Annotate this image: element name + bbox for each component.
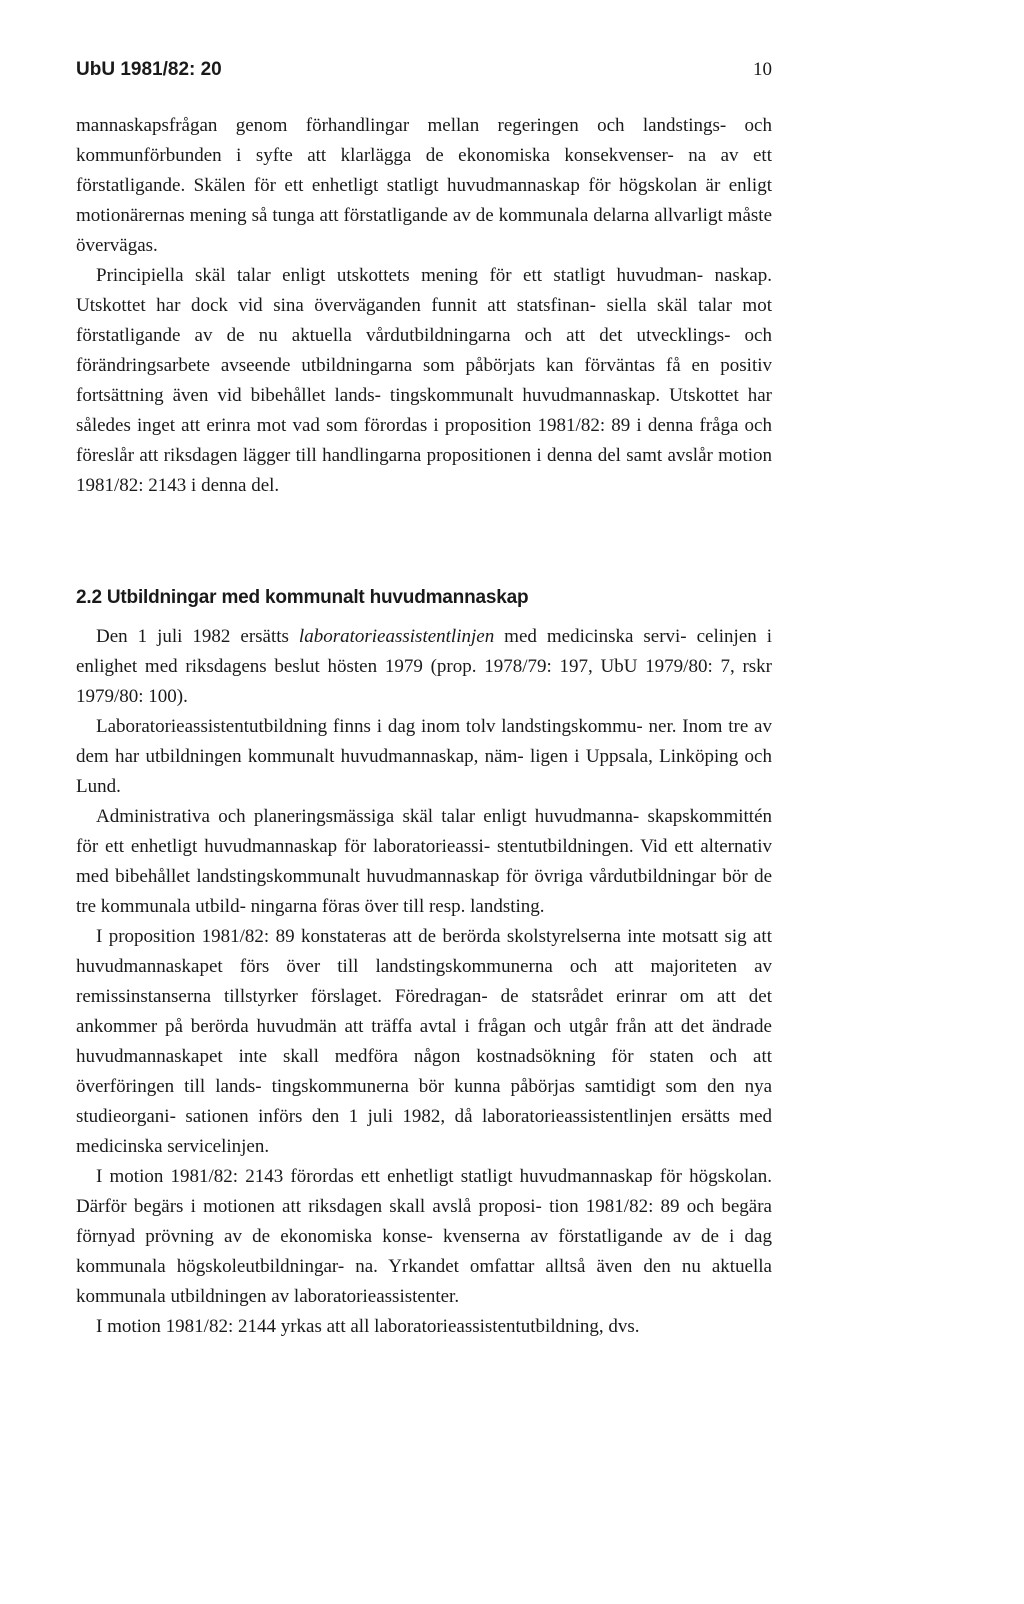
- paragraph: I motion 1981/82: 2143 förordas ett enhetligt statligt huvudmannaskap för högskolan. Därför begärs i motionen att riksdagen skall avslå proposi- tion 1981/82: 89 och begära förnyad prövning av de ekonomiska konse- kvenserna av förstatligande av de i dag kommunala högskoleutbildningar- na. Yrkandet omfattar alltså även den nu aktuella kommunala utbildningen av laboratorieassistenter.: [76, 1166, 772, 1307]
- paragraph-text: Den 1 juli 1982 ersätts: [96, 626, 299, 647]
- section-heading: 2.2 Utbildningar med kommunalt huvudmannaskap: [76, 587, 529, 608]
- paragraph-text: med medicinska servi- celinjen i enlighet med riksdagens beslut hösten 1979 (prop. 1978/79: 197, UbU 1979/80: 7, rskr 1979/80: 100).: [76, 626, 773, 707]
- emphasized-term: laboratorieassistentlinjen: [298, 626, 495, 647]
- page-number: 10: [753, 59, 772, 80]
- paragraph: Administrativa och planeringsmässiga skäl talar enligt huvudmanna- skapskommittén för ett enhetligt huvudmannaskap för laboratorieassi- stentutbildningen. Vid ett alternativ med bibehållet landstingskommunalt huvudmannaskap för övriga vårdutbildningar bör de tre kommunala utbild- ningarna föras över till resp. landsting.: [76, 806, 772, 917]
- paragraph: mannaskapsfrågan genom förhandlingar mellan regeringen och landstings- och kommunförbunden i syfte att klarlägga de ekonomiska konsekvenser- na av ett förstatligande. Skälen för ett enhetligt statligt huvudmannaskap för högskolan är enligt motionärernas mening så tunga att förstatligande av de kommunala delarna allvarligt måste övervägas.: [76, 115, 772, 256]
- paragraph: [76, 622, 772, 712]
- section-2-body: [76, 622, 772, 1342]
- page-header: [76, 52, 772, 92]
- section-1-body: [76, 111, 772, 501]
- paragraph: Principiella skäl talar enligt utskottets mening för ett statligt huvudman- naskap. Utskottet har dock vid sina överväganden funnit att statsfinan- siella skäl talar mot förstatligande av de nu aktuella vårdutbildningarna och att det utvecklings- och förändringsarbete avseende utbildningarna som påbörjats kan förväntas få en positiv fortsättning även vid bibehållet lands- tingskommunalt huvudmannaskap. Utskottet har således inget att erinra mot vad som förordas i proposition 1981/82: 89 i denna fråga och föreslår att riksdagen lägger till handlingarna propositionen i denna del samt avslår motion 1981/82: 2143 i denna del.: [76, 265, 772, 496]
- paragraph: Laboratorieassistentutbildning finns i dag inom tolv landstingskommu- ner. Inom tre av dem har utbildningen kommunalt huvudmannaskap, näm- ligen i Uppsala, Linköping och Lund.: [76, 716, 772, 797]
- document-id: UbU 1981/82: 20: [76, 59, 222, 80]
- paragraph: I proposition 1981/82: 89 konstateras att de berörda skolstyrelserna inte motsatt sig att huvudmannaskapet förs över till landstingskommunerna och att majoriteten av remissinstanserna tillstyrker förslaget. Föredragan- de statsrådet erinrar om att det ankommer på berörda huvudmän att träffa avtal i frågan och utgår från att det ändrade huvudmannaskapet inte skall medföra någon kostnadsökning för staten och att överföringen till lands- tingskommunerna bör kunna påbörjas samtidigt som den nya studieorgani- sationen införs den 1 juli 1982, då laboratorieassistentlinjen ersätts med medicinska servicelinjen.: [76, 926, 772, 1157]
- document-page: [76, 52, 773, 1337]
- paragraph: I motion 1981/82: 2144 yrkas att all laboratorieassistentutbildning, dvs.: [96, 1316, 640, 1337]
